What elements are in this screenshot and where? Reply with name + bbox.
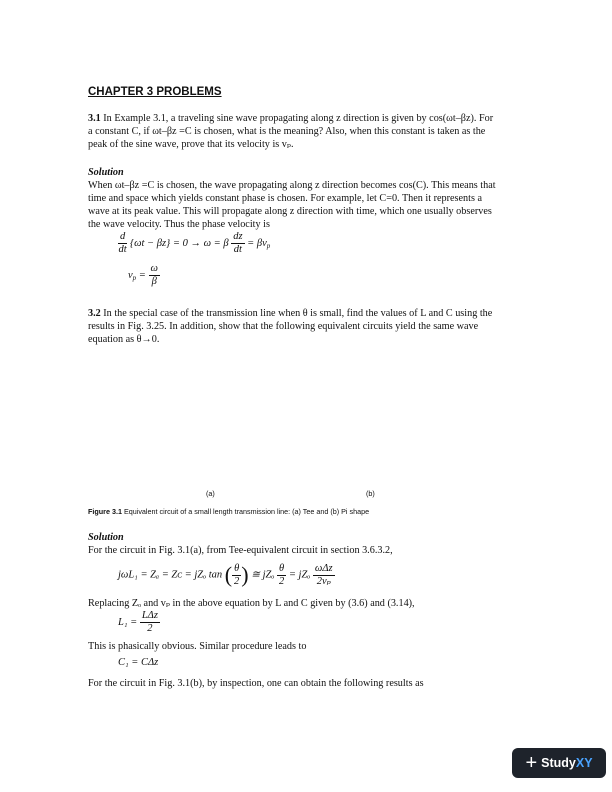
eq-num: ωΔz (314, 562, 333, 574)
eq-den: dt (118, 244, 127, 255)
eq-left: jωL₁ = Zₐ = Zᴄ = jZₒ tan (118, 569, 223, 581)
problem-number: 3.2 (88, 308, 101, 319)
eq-eq: = jZₒ (288, 569, 311, 581)
eq-num: dz (233, 231, 243, 242)
eq-num: ω (150, 263, 158, 274)
studyxy-badge[interactable] (512, 748, 606, 778)
eq-sub: p (266, 241, 271, 250)
equation-c1: C₁ = CΔz (118, 657, 159, 668)
eq-num: d (120, 231, 126, 242)
solution-line: time and space which yields constant phase is chosen. For example, let C=0. Then it represents a (88, 193, 482, 204)
solution-line: This is phasically obvious. Similar procedure leads to (88, 641, 307, 652)
badge-study: Study (541, 756, 576, 770)
eq-lhs: L₁ = (118, 616, 138, 628)
eq-den: β (151, 276, 157, 287)
eq-den: 2vₚ (316, 575, 331, 587)
badge-brand (541, 756, 592, 770)
eq-den: 2 (278, 575, 285, 587)
problem-line: a constant C, if ωt–βz =C is chosen, what is the meaning? Also, when this constant is taken as the (88, 126, 486, 137)
figure-label-a: (a) (206, 489, 215, 498)
solution-line: When ωt–βz =C is chosen, the wave propagating along z direction becomes cos(C). This means that (88, 180, 496, 191)
figure-caption (88, 507, 369, 516)
eq-equals: = (138, 269, 146, 281)
solution-label: Solution (88, 532, 124, 543)
badge-xy: XY (575, 756, 593, 770)
equation-phase-velocity (118, 231, 270, 256)
eq-middle: {ωt − βz} = 0 → ω = β (129, 237, 229, 249)
equation-vp (128, 263, 160, 288)
eq-lhs: v (128, 269, 133, 281)
solution-line: wave at its peak value. This will propagate along z direction with time, which one usually observes (88, 206, 492, 217)
solution-line: For the circuit in Fig. 3.1(b), by inspection, one can obtain the following results as (88, 678, 424, 689)
eq-sub: p (132, 273, 137, 282)
problem-3-2 (88, 307, 524, 346)
problem-line: results in Fig. 3.25. In addition, show that the following equivalent circuits yield the same wave (88, 321, 479, 332)
solution-label: Solution (88, 167, 124, 178)
problem-line: equation as θ→0. (88, 334, 160, 345)
problem-line: In Example 3.1, a traveling sine wave propagating along z direction is given by cos(ωt–βz). For (103, 113, 494, 124)
problem-number: 3.1 (88, 113, 101, 124)
solution-line: For the circuit in Fig. 3.1(a), from Tee-equivalent circuit in section 3.6.3.2, (88, 545, 393, 556)
equation-tee: jωL₁ = Zₐ = Zᴄ = jZₒ tan ( $\frac{\theta}{2}$ ) ≅ jZₒ $\frac{\theta}{2}$ = jZₒ $\frac{\text{ωΔz}}{\text{2vₚ}}$ (118, 562, 333, 587)
equation-l1 (118, 610, 160, 635)
eq-num: θ (234, 562, 240, 574)
problem-line: In the special case of the transmission line when θ is small, find the values of L and C using the (103, 308, 493, 319)
figure-caption-number: Figure 3.1 (88, 507, 122, 516)
plus-icon: + (525, 752, 538, 774)
problem-line: peak of the sine wave, prove that its velocity is vₚ. (88, 139, 294, 150)
figure-caption-text: Equivalent circuit of a small length transmission line: (a) Tee and (b) Pi shape (121, 507, 370, 516)
eq-num: θ (279, 562, 285, 574)
eq-mid: ≅ jZₒ (251, 569, 275, 581)
solution-line: Replacing Zₒ and vₚ in the above equation by L and C given by (3.6) and (3.14), (88, 598, 415, 609)
eq-den: 2 (234, 575, 240, 587)
solution-1-text (88, 179, 524, 231)
eq-end: = βv (247, 237, 267, 249)
problem-3-1 (88, 112, 524, 151)
solution-line: the wave velocity. Thus the phase velocity is (88, 219, 270, 230)
chapter-heading: CHAPTER 3 PROBLEMS (88, 86, 222, 98)
figure-label-b: (b) (366, 489, 375, 498)
eq-num: LΔz (141, 610, 158, 621)
eq-den: dt (233, 244, 242, 255)
eq-den: 2 (147, 623, 153, 634)
